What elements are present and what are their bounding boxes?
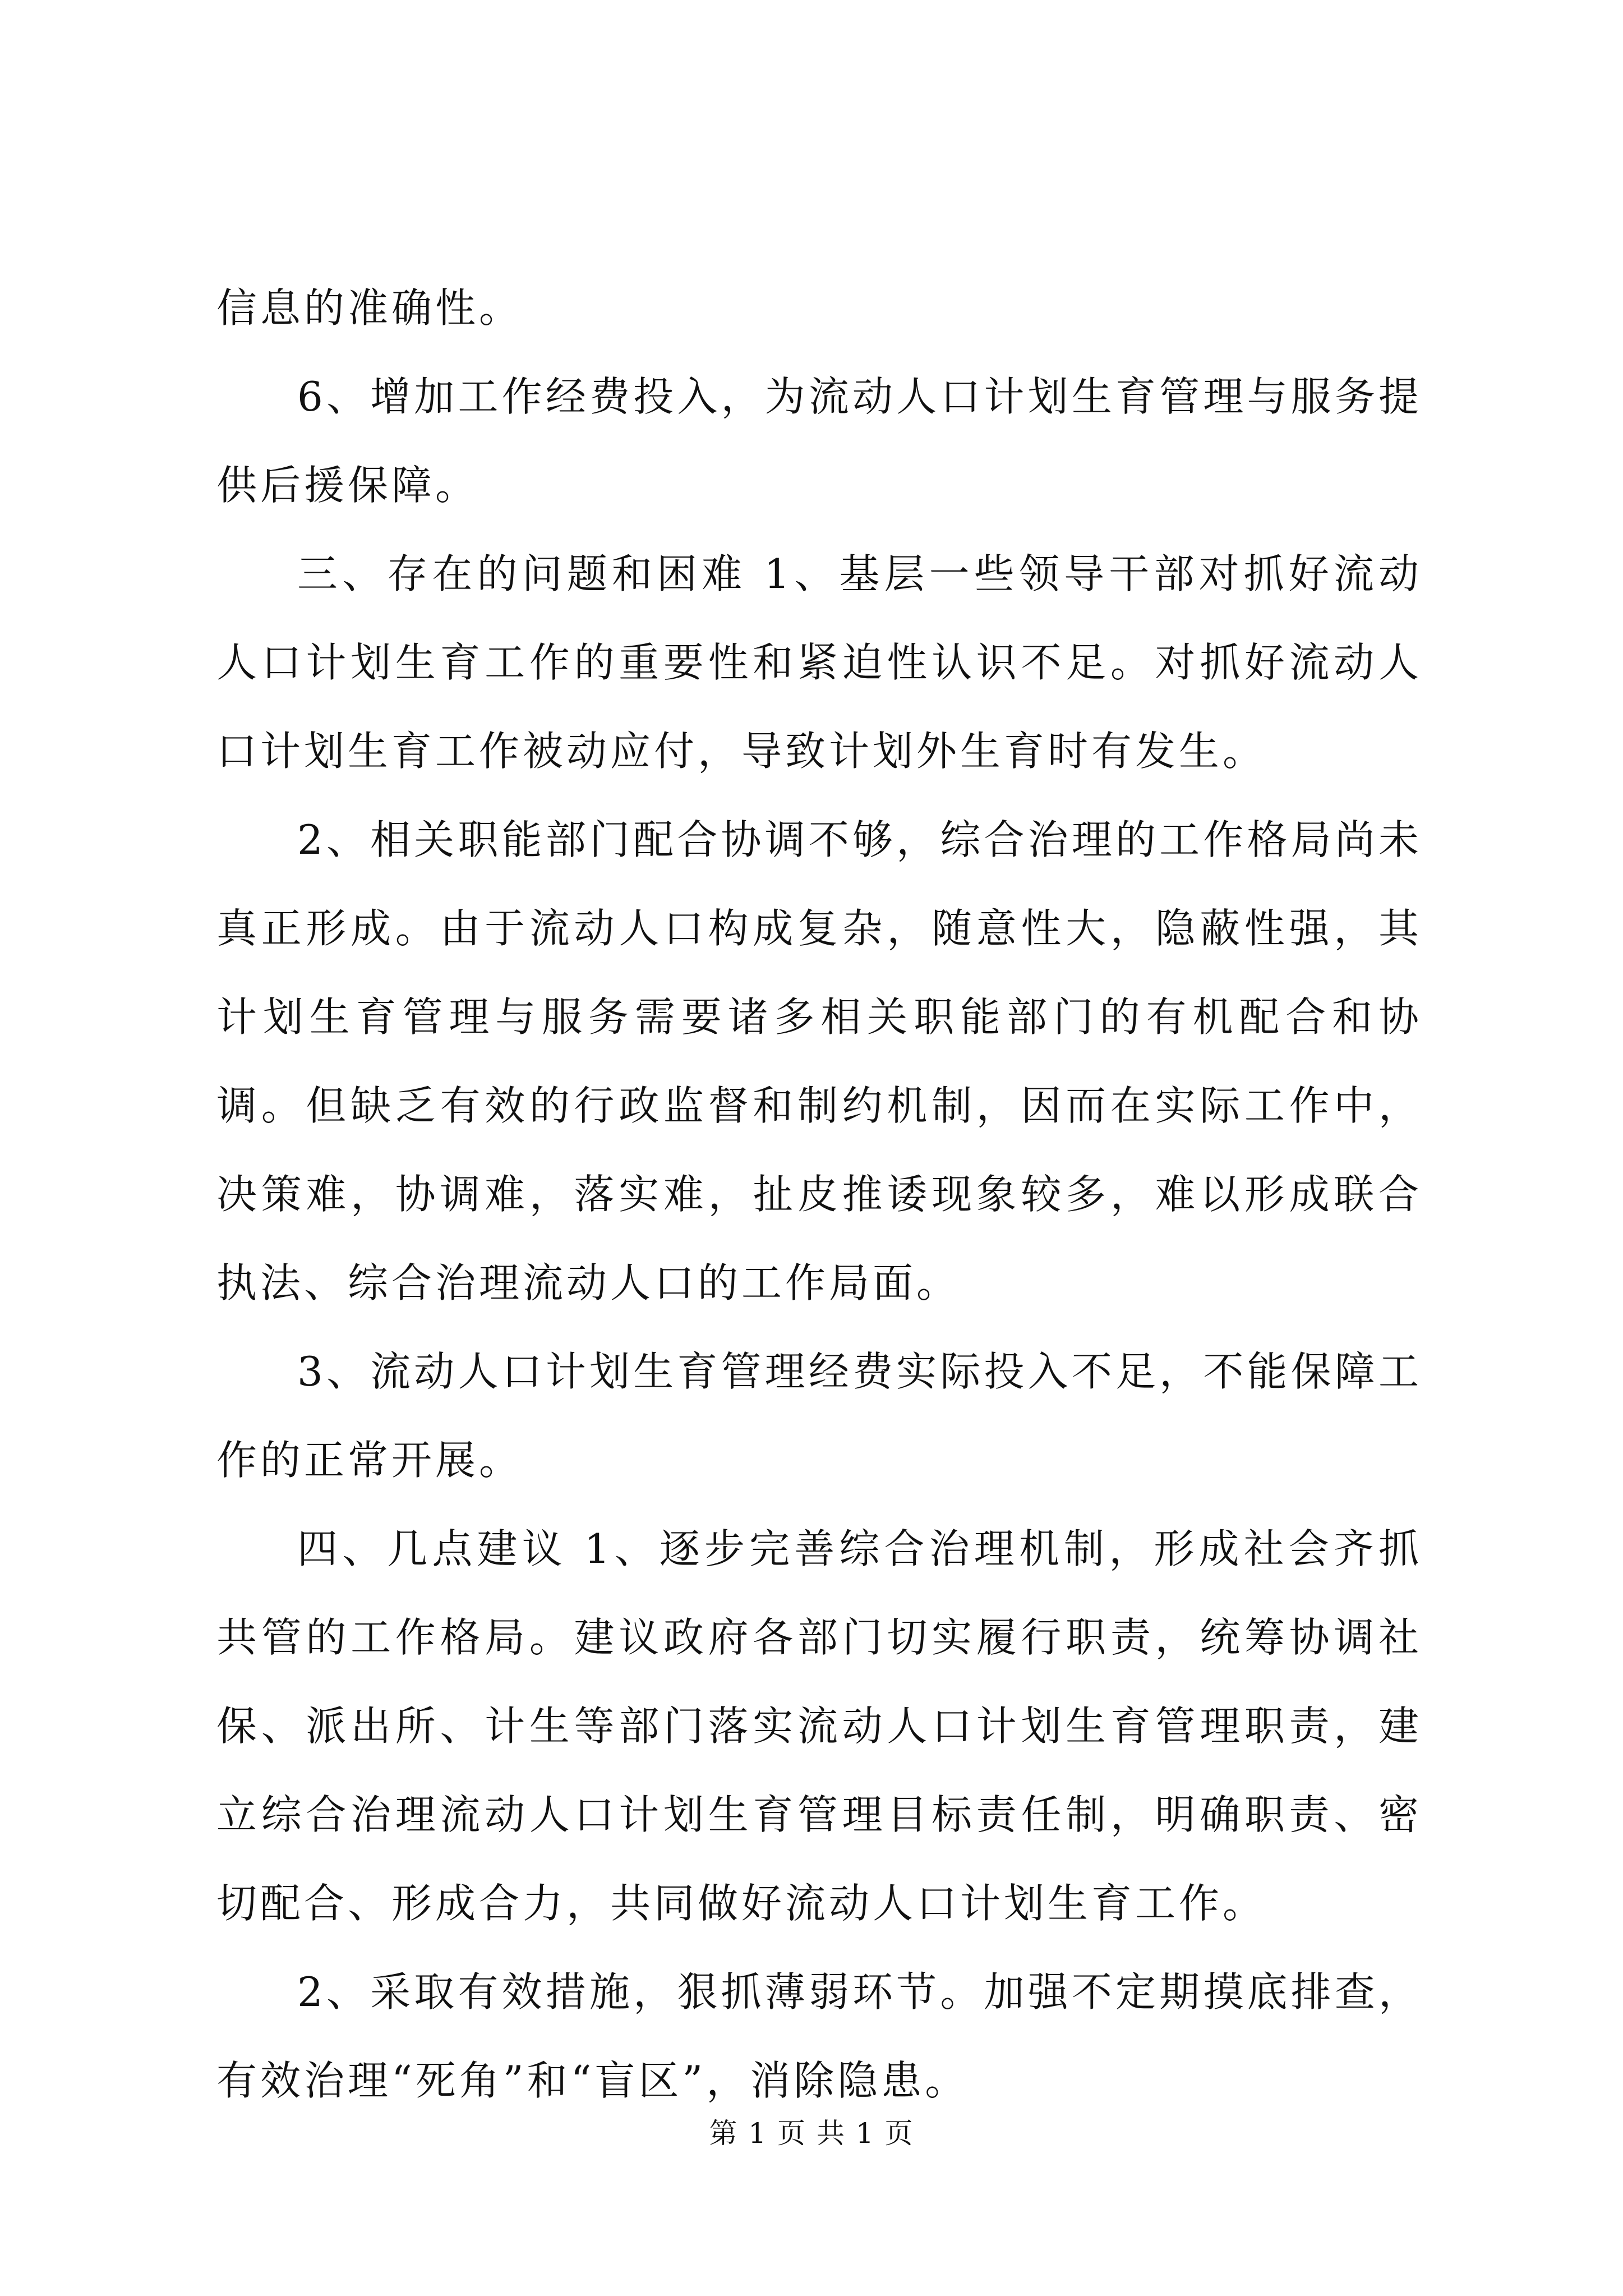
paragraph-suggestion-2: 2、采取有效措施，狠抓薄弱环节。加强不定期摸底排查，有效治理“死角”和“盲区”，消除隐患。: [216, 1968, 1422, 2104]
paragraph-continuation: 信息的准确性。: [216, 284, 523, 332]
document-body: [216, 264, 1422, 2125]
page-footer: 第 1 页 共 1 页: [709, 2117, 914, 2150]
paragraph-problem-3: 3、流动人口计划生育管理经费实际投入不足，不能保障工作的正常开展。: [216, 1348, 1422, 1484]
paragraph-section-3-problems: 三、存在的问题和困难 1、基层一些领导干部对抓好流动人口计划生育工作的重要性和紧迫性认识不足。对抓好流动人口计划生育工作被动应付，导致计划外生育时有发生。: [216, 550, 1422, 775]
paragraph-item-6: 6、增加工作经费投入，为流动人口计划生育管理与服务提供后援保障。: [216, 373, 1422, 509]
paragraph-section-4-suggestions: 四、几点建议 1、逐步完善综合治理机制，形成社会齐抓共管的工作格局。建议政府各部门切实履行职责，统筹协调社保、派出所、计生等部门落实流动人口计划生育管理职责，建立综合治理流动人口计划生育管理目标责任制，明确职责、密切配合、形成合力，共同做好流动人口计划生育工作。: [216, 1525, 1422, 1927]
paragraph-problem-2: 2、相关职能部门配合协调不够，综合治理的工作格局尚未真正形成。由于流动人口构成复杂，随意性大，隐蔽性强，其计划生育管理与服务需要诸多相关职能部门的有机配合和协调。但缺乏有效的行政监督和制约机制，因而在实际工作中，决策难，协调难，落实难，扯皮推诿现象较多，难以形成联合执法、综合治理流动人口的工作局面。: [216, 816, 1422, 1306]
